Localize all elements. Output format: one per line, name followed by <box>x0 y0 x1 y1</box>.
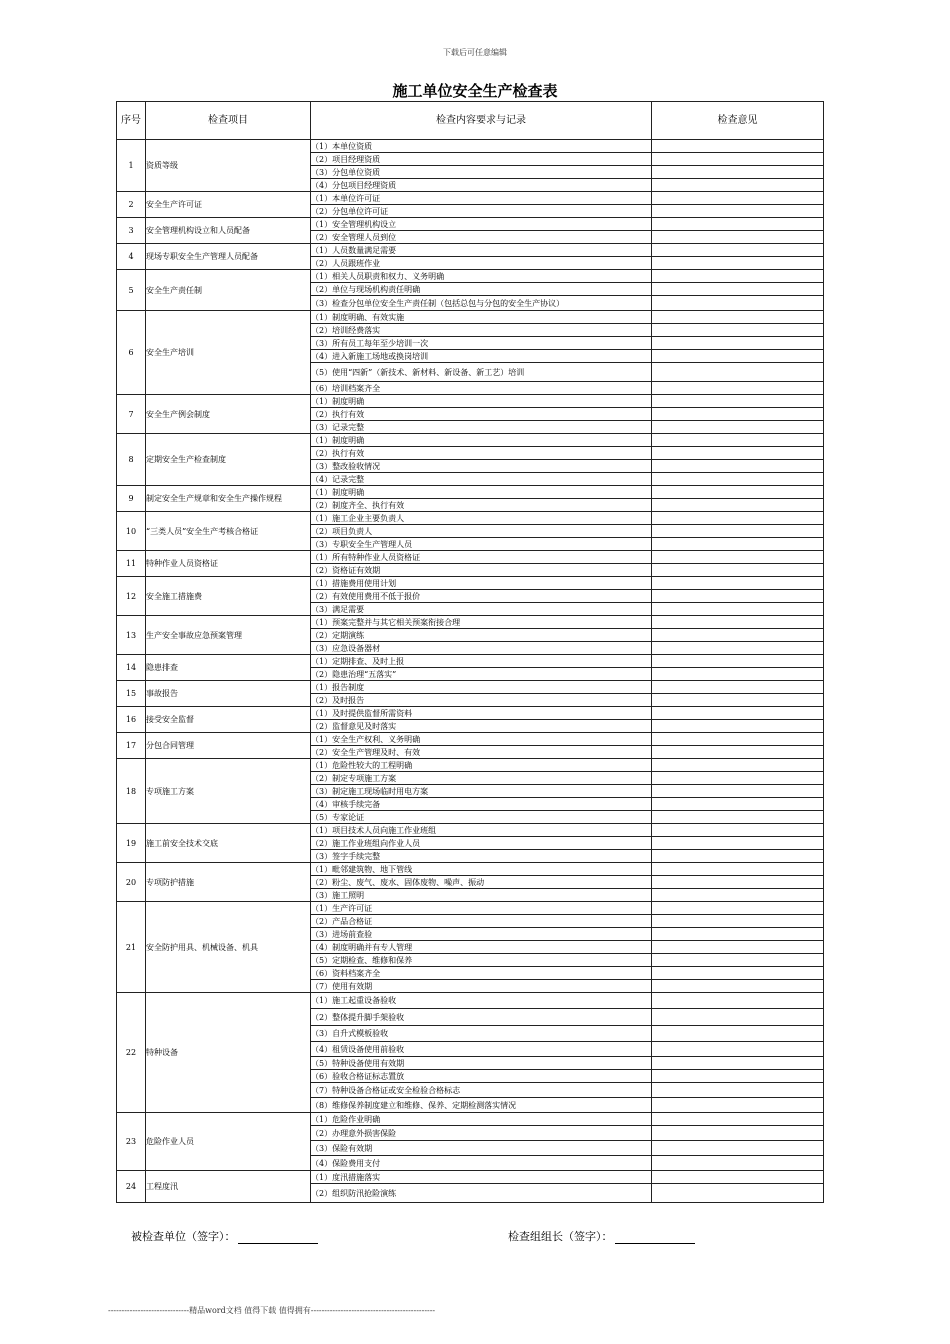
inspection-item: 隐患排查 <box>146 655 311 681</box>
row-number: 1 <box>117 140 146 192</box>
inspection-item: 资质等级 <box>146 140 311 192</box>
requirement-cell: （3）应急设备器材 <box>311 642 652 655</box>
requirement-cell: （2）组织防汛抢险演练 <box>311 1184 652 1203</box>
requirement-cell: （6）资料档案齐全 <box>311 967 652 980</box>
table-row <box>117 434 824 447</box>
table-row <box>117 270 824 283</box>
table-row <box>117 192 824 205</box>
opinion-cell[interactable] <box>652 551 824 564</box>
requirement-cell: （1）项目技术人员向施工作业班组 <box>311 824 652 837</box>
requirement-cell: （5）定期检查、维修和保养 <box>311 954 652 967</box>
requirement-cell: （2）粉尘、废气、废水、固体废物、噪声、振动 <box>311 876 652 889</box>
row-number: 13 <box>117 616 146 655</box>
opinion-cell[interactable] <box>652 205 824 218</box>
table-row <box>117 486 824 499</box>
requirement-cell: （6）验收合格证标志置放 <box>311 1070 652 1083</box>
requirement-cell: （1）度汛措施落实 <box>311 1171 652 1184</box>
requirement-cell: （2）监督意见及时落实 <box>311 720 652 733</box>
requirement-cell: （5）特种设备使用有效期 <box>311 1057 652 1070</box>
opinion-cell[interactable] <box>652 499 824 512</box>
opinion-cell[interactable] <box>652 270 824 283</box>
inspection-item: “三类人员”安全生产考核合格证 <box>146 512 311 551</box>
opinion-cell[interactable] <box>652 283 824 296</box>
requirement-cell: （6）培训档案齐全 <box>311 382 652 395</box>
requirement-cell: （3）满足需要 <box>311 603 652 616</box>
opinion-cell[interactable] <box>652 296 824 311</box>
opinion-cell[interactable] <box>652 218 824 231</box>
team-leader-signature <box>508 1228 695 1244</box>
row-number: 7 <box>117 395 146 434</box>
opinion-cell[interactable] <box>652 928 824 941</box>
requirement-cell: （3）施工照明 <box>311 889 652 902</box>
opinion-cell[interactable] <box>652 603 824 616</box>
opinion-cell[interactable] <box>652 941 824 954</box>
requirement-cell: （4）审核手续完备 <box>311 798 652 811</box>
table-row <box>117 824 824 837</box>
opinion-cell[interactable] <box>652 1009 824 1026</box>
opinion-cell[interactable] <box>652 1026 824 1042</box>
table-row <box>117 512 824 525</box>
requirement-cell: （1）施工起重设备验收 <box>311 993 652 1009</box>
requirement-cell: （3）分包单位资质 <box>311 166 652 179</box>
requirement-cell: （4）进入新施工场地或换岗培训 <box>311 350 652 363</box>
column-header-no: 序号 <box>117 102 146 140</box>
row-number: 23 <box>117 1113 146 1171</box>
table-row <box>117 733 824 746</box>
opinion-cell[interactable] <box>652 616 824 629</box>
inspection-item: 安全施工措施费 <box>146 577 311 616</box>
opinion-cell[interactable] <box>652 324 824 337</box>
opinion-cell[interactable] <box>652 1113 824 1126</box>
requirement-cell: （1）措施费用使用计划 <box>311 577 652 590</box>
requirement-cell: （3）所有员工每年至少培训一次 <box>311 337 652 350</box>
opinion-cell[interactable] <box>652 642 824 655</box>
opinion-cell[interactable] <box>652 192 824 205</box>
row-number: 17 <box>117 733 146 759</box>
row-number: 14 <box>117 655 146 681</box>
row-number: 8 <box>117 434 146 486</box>
row-number: 2 <box>117 192 146 218</box>
inspection-item: 安全生产例会制度 <box>146 395 311 434</box>
opinion-cell[interactable] <box>652 350 824 363</box>
table-row <box>117 395 824 408</box>
requirement-cell: （2）培训经费落实 <box>311 324 652 337</box>
row-number: 22 <box>117 993 146 1113</box>
table-row <box>117 681 824 694</box>
requirement-cell: （3）进场前查验 <box>311 928 652 941</box>
inspection-item: 施工前安全技术交底 <box>146 824 311 863</box>
requirement-cell: （1）所有特种作业人员资格证 <box>311 551 652 564</box>
opinion-cell[interactable] <box>652 1070 824 1083</box>
opinion-cell[interactable] <box>652 655 824 668</box>
row-number: 6 <box>117 311 146 395</box>
opinion-cell[interactable] <box>652 1057 824 1070</box>
inspected-unit-label: 被检查单位（签字）： <box>131 1230 236 1243</box>
requirement-cell: （2）分包单位许可证 <box>311 205 652 218</box>
inspection-table <box>116 101 824 1203</box>
opinion-cell[interactable] <box>652 694 824 707</box>
opinion-cell[interactable] <box>652 681 824 694</box>
requirement-cell: （2）执行有效 <box>311 447 652 460</box>
header-note: 下载后可任意编辑 <box>443 48 507 57</box>
inspection-item: 现场专职安全生产管理人员配备 <box>146 244 311 270</box>
opinion-cell[interactable] <box>652 1156 824 1171</box>
requirement-cell: （5）专家论证 <box>311 811 652 824</box>
requirement-cell: （3）自升式模板验收 <box>311 1026 652 1042</box>
inspected-unit-signature <box>131 1228 318 1244</box>
row-number: 11 <box>117 551 146 577</box>
requirement-cell: （3）专职安全生产管理人员 <box>311 538 652 551</box>
table-row <box>117 311 824 324</box>
requirement-cell: （4）分包项目经理资质 <box>311 179 652 192</box>
opinion-cell[interactable] <box>652 1042 824 1057</box>
opinion-cell[interactable] <box>652 140 824 153</box>
requirement-cell: （1）报告制度 <box>311 681 652 694</box>
inspected-unit-signature-line[interactable] <box>238 1231 318 1244</box>
opinion-cell[interactable] <box>652 460 824 473</box>
table-row <box>117 863 824 876</box>
inspection-item: 特种作业人员资格证 <box>146 551 311 577</box>
inspection-item: 制定安全生产规章和安全生产操作规程 <box>146 486 311 512</box>
inspection-item: 安全管理机构设立和人员配备 <box>146 218 311 244</box>
requirement-cell: （2）人员跟班作业 <box>311 257 652 270</box>
requirement-cell: （1）本单位资质 <box>311 140 652 153</box>
table-header-row <box>117 102 824 140</box>
requirement-cell: （1）预案完整并与其它相关预案衔接合理 <box>311 616 652 629</box>
inspection-item: 专项防护措施 <box>146 863 311 902</box>
inspection-item: 工程度汛 <box>146 1171 311 1203</box>
requirement-cell: （1）安全管理机构设立 <box>311 218 652 231</box>
opinion-cell[interactable] <box>652 746 824 759</box>
opinion-cell[interactable] <box>652 486 824 499</box>
opinion-cell[interactable] <box>652 590 824 603</box>
opinion-cell[interactable] <box>652 434 824 447</box>
opinion-cell[interactable] <box>652 889 824 902</box>
opinion-cell[interactable] <box>652 707 824 720</box>
requirement-cell: （1）施工企业主要负责人 <box>311 512 652 525</box>
opinion-cell[interactable] <box>652 863 824 876</box>
opinion-cell[interactable] <box>652 395 824 408</box>
opinion-cell[interactable] <box>652 837 824 850</box>
opinion-cell[interactable] <box>652 1126 824 1141</box>
opinion-cell[interactable] <box>652 876 824 889</box>
row-number: 20 <box>117 863 146 902</box>
opinion-cell[interactable] <box>652 408 824 421</box>
row-number: 18 <box>117 759 146 824</box>
row-number: 15 <box>117 681 146 707</box>
requirement-cell: （2）安全生产管理及时、有效 <box>311 746 652 759</box>
requirement-cell: （1）定期排查、及时上报 <box>311 655 652 668</box>
row-number: 24 <box>117 1171 146 1203</box>
row-number: 12 <box>117 577 146 616</box>
row-number: 21 <box>117 902 146 993</box>
opinion-cell[interactable] <box>652 629 824 642</box>
opinion-cell[interactable] <box>652 153 824 166</box>
inspection-item: 定期安全生产检查制度 <box>146 434 311 486</box>
requirement-cell: （2）项目经理资质 <box>311 153 652 166</box>
requirement-cell: （1）及时提供监督所需资料 <box>311 707 652 720</box>
opinion-cell[interactable] <box>652 954 824 967</box>
requirement-cell: （2）施工作业班组向作业人员 <box>311 837 652 850</box>
requirement-cell: （7）特种设备合格证或安全检验合格标志 <box>311 1083 652 1098</box>
opinion-cell[interactable] <box>652 382 824 395</box>
requirement-cell: （2）及时报告 <box>311 694 652 707</box>
inspection-item: 特种设备 <box>146 993 311 1113</box>
column-header-item: 检查项目 <box>146 102 311 140</box>
opinion-cell[interactable] <box>652 1083 824 1098</box>
requirement-cell: （1）毗邻建筑物、地下管线 <box>311 863 652 876</box>
requirement-cell: （1）人员数量满足需要 <box>311 244 652 257</box>
requirement-cell: （2）制定专项施工方案 <box>311 772 652 785</box>
page-title: 施工单位安全生产检查表 <box>392 82 558 100</box>
row-number: 5 <box>117 270 146 311</box>
requirement-cell: （1）本单位许可证 <box>311 192 652 205</box>
inspection-item: 事故报告 <box>146 681 311 707</box>
requirement-cell: （4）制度明确并有专人管理 <box>311 941 652 954</box>
team-leader-signature-line[interactable] <box>615 1231 695 1244</box>
requirement-cell: （2）隐患治理“五落实” <box>311 668 652 681</box>
requirement-cell: （4）记录完整 <box>311 473 652 486</box>
requirement-cell: （4）保险费用支付 <box>311 1156 652 1171</box>
requirement-cell: （4）租赁设备使用前验收 <box>311 1042 652 1057</box>
requirement-cell: （1）危险作业明确 <box>311 1113 652 1126</box>
opinion-cell[interactable] <box>652 166 824 179</box>
opinion-cell[interactable] <box>652 1184 824 1203</box>
requirement-cell: （1）制度明确 <box>311 434 652 447</box>
inspection-item: 安全生产责任制 <box>146 270 311 311</box>
opinion-cell[interactable] <box>652 257 824 270</box>
requirement-cell: （2）办理意外损害保险 <box>311 1126 652 1141</box>
opinion-cell[interactable] <box>652 473 824 486</box>
requirement-cell: （3）整改验收情况 <box>311 460 652 473</box>
row-number: 9 <box>117 486 146 512</box>
opinion-cell[interactable] <box>652 967 824 980</box>
requirement-cell: （2）执行有效 <box>311 408 652 421</box>
opinion-cell[interactable] <box>652 231 824 244</box>
row-number: 10 <box>117 512 146 551</box>
opinion-cell[interactable] <box>652 915 824 928</box>
opinion-cell[interactable] <box>652 577 824 590</box>
requirement-cell: （1）制度明确 <box>311 486 652 499</box>
opinion-cell[interactable] <box>652 1141 824 1156</box>
requirement-cell: （2）整体提升脚手架验收 <box>311 1009 652 1026</box>
inspection-item: 接受安全监督 <box>146 707 311 733</box>
bottom-note: ------------------------------精品word文档 值得下载 值得拥有---------------------------------------------- <box>108 1306 436 1315</box>
opinion-cell[interactable] <box>652 824 824 837</box>
requirement-cell: （8）维修保养制度建立和维修、保养、定期检测落实情况 <box>311 1098 652 1113</box>
opinion-cell[interactable] <box>652 902 824 915</box>
team-leader-label: 检查组组长（签字）： <box>508 1230 613 1243</box>
requirement-cell: （2）制度齐全、执行有效 <box>311 499 652 512</box>
table-row <box>117 707 824 720</box>
requirement-cell: （5）使用“四新”（新技术、新材料、新设备、新工艺）培训 <box>311 363 652 382</box>
opinion-cell[interactable] <box>652 421 824 434</box>
inspection-item: 安全生产许可证 <box>146 192 311 218</box>
column-header-opinion: 检查意见 <box>652 102 824 140</box>
row-number: 16 <box>117 707 146 733</box>
table-row <box>117 1171 824 1184</box>
row-number: 4 <box>117 244 146 270</box>
table-row <box>117 218 824 231</box>
inspection-item: 危险作业人员 <box>146 1113 311 1171</box>
table-row <box>117 140 824 153</box>
opinion-cell[interactable] <box>652 337 824 350</box>
table-row <box>117 655 824 668</box>
opinion-cell[interactable] <box>652 311 824 324</box>
table-row <box>117 616 824 629</box>
requirement-cell: （2）单位与现场机构责任明确 <box>311 283 652 296</box>
opinion-cell[interactable] <box>652 850 824 863</box>
opinion-cell[interactable] <box>652 1171 824 1184</box>
requirement-cell: （2）产品合格证 <box>311 915 652 928</box>
table-row <box>117 244 824 257</box>
requirement-cell: （2）定期演练 <box>311 629 652 642</box>
opinion-cell[interactable] <box>652 512 824 525</box>
opinion-cell[interactable] <box>652 525 824 538</box>
inspection-item: 生产安全事故应急预案管理 <box>146 616 311 655</box>
requirement-cell: （3）制定施工现场临时用电方案 <box>311 785 652 798</box>
requirement-cell: （2）资格证有效期 <box>311 564 652 577</box>
requirement-cell: （3）保险有效期 <box>311 1141 652 1156</box>
requirement-cell: （3）检查分包单位安全生产责任制（包括总包与分包的安全生产协议） <box>311 296 652 311</box>
opinion-cell[interactable] <box>652 363 824 382</box>
requirement-cell: （1）相关人员职责和权力、义务明确 <box>311 270 652 283</box>
requirement-cell: （1）危险性较大的工程明确 <box>311 759 652 772</box>
requirement-cell: （2）有效使用费用不低于报价 <box>311 590 652 603</box>
requirement-cell: （1）生产许可证 <box>311 902 652 915</box>
opinion-cell[interactable] <box>652 244 824 257</box>
opinion-cell[interactable] <box>652 668 824 681</box>
requirement-cell: （1）制度明确、有效实施 <box>311 311 652 324</box>
row-number: 19 <box>117 824 146 863</box>
opinion-cell[interactable] <box>652 811 824 824</box>
requirement-cell: （1）制度明确 <box>311 395 652 408</box>
inspection-item: 安全生产培训 <box>146 311 311 395</box>
requirement-cell: （7）使用有效期 <box>311 980 652 993</box>
table-row <box>117 902 824 915</box>
opinion-cell[interactable] <box>652 720 824 733</box>
opinion-cell[interactable] <box>652 447 824 460</box>
opinion-cell[interactable] <box>652 1098 824 1113</box>
opinion-cell[interactable] <box>652 772 824 785</box>
inspection-item: 专项施工方案 <box>146 759 311 824</box>
column-header-requirement: 检查内容要求与记录 <box>311 102 652 140</box>
table-row <box>117 577 824 590</box>
opinion-cell[interactable] <box>652 980 824 993</box>
row-number: 3 <box>117 218 146 244</box>
opinion-cell[interactable] <box>652 785 824 798</box>
requirement-cell: （2）项目负责人 <box>311 525 652 538</box>
table-row <box>117 759 824 772</box>
table-row <box>117 551 824 564</box>
inspection-item: 安全防护用具、机械设备、机具 <box>146 902 311 993</box>
requirement-cell: （3）记录完整 <box>311 421 652 434</box>
opinion-cell[interactable] <box>652 564 824 577</box>
opinion-cell[interactable] <box>652 759 824 772</box>
opinion-cell[interactable] <box>652 798 824 811</box>
requirement-cell: （3）签字手续完整 <box>311 850 652 863</box>
table-row <box>117 993 824 1009</box>
opinion-cell[interactable] <box>652 993 824 1009</box>
opinion-cell[interactable] <box>652 179 824 192</box>
opinion-cell[interactable] <box>652 733 824 746</box>
requirement-cell: （1）安全生产权利、义务明确 <box>311 733 652 746</box>
table-row <box>117 1113 824 1126</box>
inspection-item: 分包合同管理 <box>146 733 311 759</box>
requirement-cell: （2）安全管理人员到位 <box>311 231 652 244</box>
opinion-cell[interactable] <box>652 538 824 551</box>
